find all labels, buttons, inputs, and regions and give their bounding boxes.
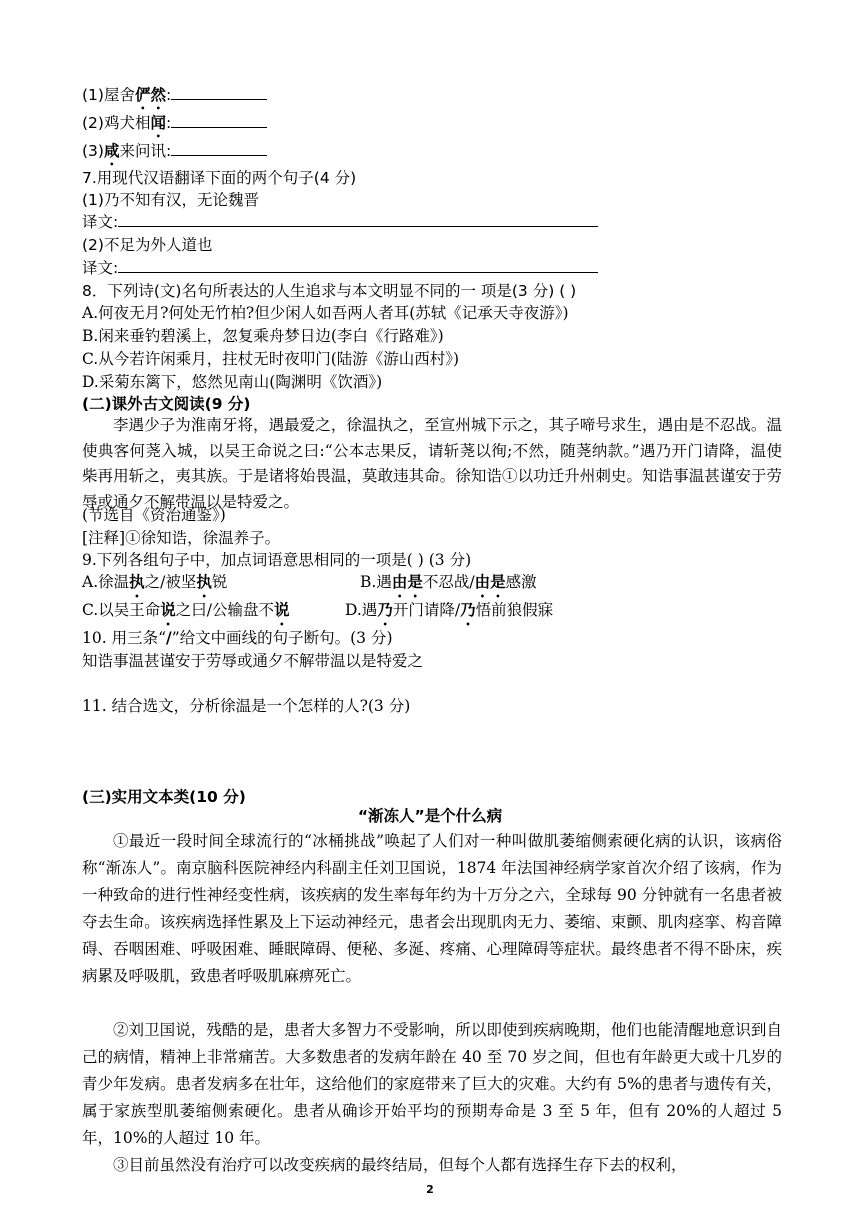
q10-sentence: 知诰事温甚谨安于劳辱或通夕不解带温以是特爱之 [82, 652, 424, 670]
dotted-word: 俨然 [134, 86, 166, 104]
section-2-source: (节选自《资治通鉴》) [82, 506, 226, 524]
q7-title: 7.用现代汉语翻译下面的两个句子(4 分) [82, 169, 357, 187]
q7-sentence-2: (2)不足为外人道也 [82, 236, 213, 254]
q9-option-c: C.以吴王命说之曰/公输盘不说 [82, 600, 290, 619]
answer-blank[interactable] [171, 99, 267, 100]
q9-title: 9.下列各组句子中，加点词语意思相同的一项是( ) (3 分) [82, 551, 472, 569]
section-3-heading: (三)实用文本类(10 分) [82, 788, 246, 806]
q7-translation-2: 译文: [82, 257, 598, 279]
section-2-passage: 李遇少子为淮南牙将，遇最爱之，徐温执之，至宣州城下示之，其子啼号求生，遇由是不忍战。温使典客何荛入城，以吴王命说之曰:“公本志果反，请斩荛以徇;不然，随荛纳款。”遇乃开门请降，温使柴再用斩之，夷其族。于是诸将始畏温，莫敢违其命。徐知诰①以功迁升州刺史。知诰事温甚谨安于劳辱或通夕不解带温以是特爱之。 [82, 416, 782, 511]
translation-blank[interactable] [118, 226, 598, 227]
q8-option-a: A.何夜无月?何处无竹柏?但少闲人如吾两人者耳(苏轼《记承天寺夜游》) [82, 304, 569, 322]
q7-sentence-1: (1)乃不知有汉，无论魏晋 [82, 191, 259, 209]
q10-title: 10. 用三条“/”给文中画线的句子断句。(3 分) [82, 628, 393, 647]
dotted-word: 闻 [150, 114, 166, 132]
q7-translation-1: 译文: [82, 211, 598, 233]
q8-option-b: B.闲来垂钓碧溪上，忽复乘舟梦日边(李白《行路难》) [82, 327, 444, 345]
answer-blank[interactable] [171, 155, 267, 156]
article-paragraph-3: ③目前虽然没有治疗可以改变疾病的最终结局，但每个人都有选择生存下去的权利， [113, 1156, 687, 1174]
q8-option-c: C.从今若许闲乘月，拄杖无时夜叩门(陆游《游山西村》) [82, 350, 460, 368]
q8-title: 8．下列诗(文)名句所表达的人生追求与本文明显不同的一 项是(3 分) ( ) [82, 282, 577, 300]
section-2-note: [注释]①徐知诰，徐温养子。 [82, 529, 281, 547]
q9-option-a: A.徐温执之/被坚执锐 [82, 572, 228, 591]
q6-item-2: (2)鸡犬相闻: [82, 112, 267, 141]
article-paragraph-2: ②刘卫国说，残酷的是，患者大多智力不受影响，所以即使到疾病晚期，他们也能清醒地意识到自己的病情，精神上非常痛苦。大多数患者的发病年龄在 40 至 70 岁之间，但也有年龄更大或十几岁的青少年发病。患者发病多在壮年，这给他们的家庭带来了巨大的灾难。大约有 5%的患者与遗传有关，属于家族型肌萎缩侧索硬化。患者从确诊开始平均的预期寿命是 3 至 5 年，但有 20%的人超过 5 年，10%的人超过 10 年。 [82, 1021, 782, 1147]
article-paragraph-1: ①最近一段时间全球流行的“冰桶挑战”唤起了人们对一种叫做肌萎缩侧索硬化病的认识，该病俗称“渐冻人”。南京脑科医院神经内科副主任刘卫国说，1874 年法国神经病学家首次介绍了该病，作为一种致命的进行性神经变性病，该疾病的发生率每年约为十万分之六，全球每 90 分钟就有一名患者被夺去生命。该疾病选择性累及上下运动神经元，患者会出现肌肉无力、萎缩、束颤、肌肉痉挛、构音障碍、吞咽困难、呼吸困难、睡眠障碍、便秘、多涎、疼痛、心理障碍等症状。最终患者不得不卧床，疾病累及呼吸肌，致患者呼吸肌麻痹死亡。 [82, 832, 782, 985]
q6-item-3: (3)咸来问讯: [82, 140, 267, 169]
q8-option-d: D.采菊东篱下，悠然见南山(陶渊明《饮酒》) [82, 373, 383, 391]
q9-option-b: B.遇由是不忍战/由是感激 [360, 572, 537, 591]
page-number: 2 [426, 1183, 434, 1196]
translation-blank[interactable] [118, 272, 598, 273]
section-2-heading: (二)课外古文阅读(9 分) [82, 395, 251, 413]
q9-option-d: D.遇乃开门请降/乃悟前狼假寐 [345, 600, 554, 619]
article-title: “渐冻人”是个什么病 [357, 807, 503, 825]
dotted-word: 咸 [103, 142, 120, 160]
q11-title: 11. 结合选文，分析徐温是一个怎样的人?(3 分) [82, 697, 411, 715]
answer-blank[interactable] [171, 127, 267, 128]
q6-item-1: (1)屋舍俨然: [82, 84, 267, 113]
